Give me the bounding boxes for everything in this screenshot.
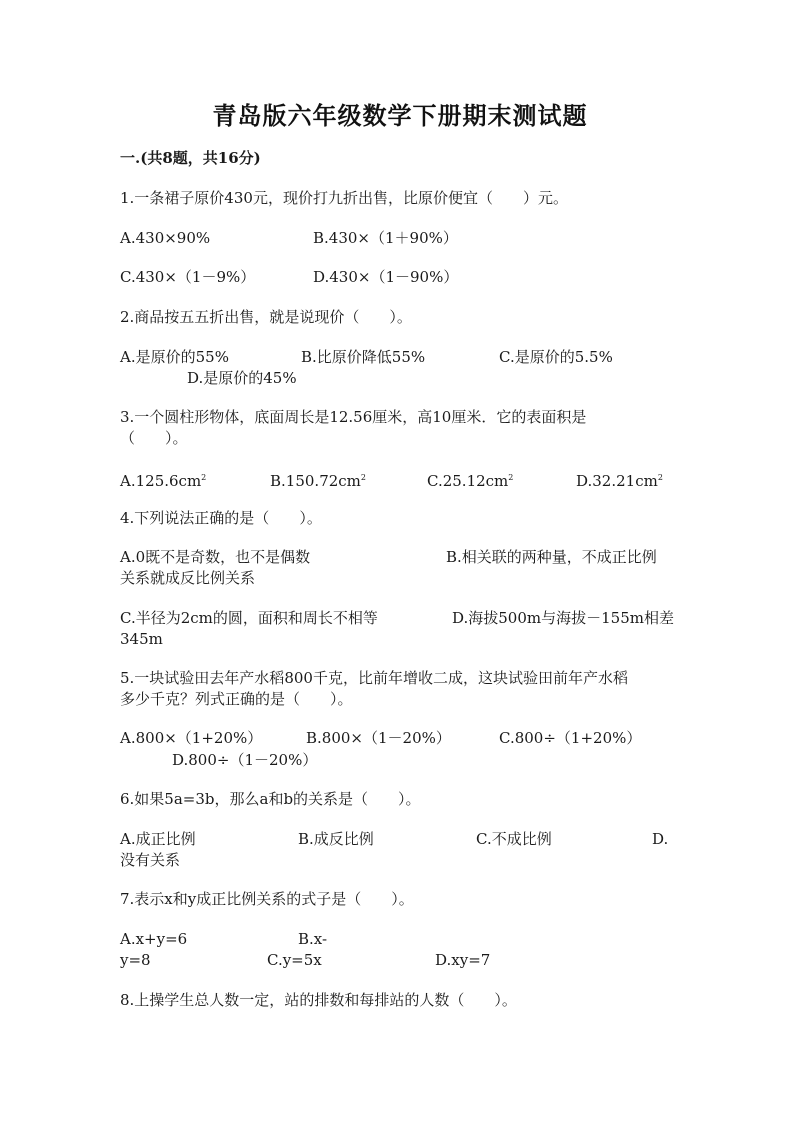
- question-6-option-c: C.不成比例: [476, 830, 552, 848]
- page-title: 青岛版六年级数学下册期末测试题: [212, 101, 588, 130]
- question-6-option-d-line-2: 没有关系: [120, 851, 181, 869]
- question-4-option-d-line-1: D.海拔500m与海拔－155m相差: [452, 609, 674, 627]
- question-2-option-d: D.是原价的45%: [187, 369, 297, 387]
- question-4-option-a: A.0既不是奇数，也不是偶数: [120, 548, 311, 566]
- question-2-stem: 2.商品按五五折出售，就是说现价（ ）。: [120, 308, 412, 326]
- question-5-option-b: B.800×（1－20%）: [306, 729, 451, 747]
- question-7-option-b-line-2: y=8: [120, 951, 151, 969]
- question-5-stem-line-1: 5.一块试验田去年产水稻800千克，比前年增收二成，这块试验田前年产水稻: [120, 669, 628, 687]
- question-3-option-a: $A.125.6cm^2$: [120, 472, 207, 490]
- question-1-option-d: D.430×（1－90%）: [313, 268, 459, 286]
- question-4-option-d-line-2: 345m: [120, 630, 163, 648]
- question-6-option-d-line-1: D.: [652, 830, 669, 848]
- question-5-option-a: A.800×（1+20%）: [120, 729, 263, 747]
- question-2-option-a: A.是原价的55%: [120, 348, 229, 366]
- question-7-option-b-line-1: B.x-: [298, 930, 328, 948]
- question-3-stem-line-2: （ ）。: [120, 429, 188, 447]
- question-2-option-c: C.是原价的5.5%: [499, 348, 613, 366]
- question-3-option-c: $C.25.12cm^2$: [427, 472, 514, 490]
- question-1-option-c: C.430×（1－9%）: [120, 268, 256, 286]
- question-4-option-c: C.半径为2cm的圆，面积和周长不相等: [120, 609, 378, 627]
- question-1-stem: 1.一条裙子原价430元，现价打九折出售，比原价便宜（ ）元。: [120, 189, 568, 207]
- question-4-option-b-line-2: 关系就成反比例关系: [120, 569, 256, 587]
- question-5-option-c: C.800÷（1+20%）: [499, 729, 642, 747]
- question-5-stem-line-2: 多少千克？列式正确的是（ ）。: [120, 690, 353, 708]
- question-7-option-a: A.x+y=6: [120, 930, 188, 948]
- section-header: 一.(共8题，共16分): [120, 149, 261, 167]
- question-3-option-d: $D.32.21cm^2$: [576, 472, 663, 490]
- question-7-option-c: C.y=5x: [267, 951, 322, 969]
- question-1-option-b: B.430×（1＋90%）: [313, 229, 458, 247]
- question-1-option-a: A.430×90%: [120, 229, 211, 247]
- question-4-option-b-line-1: B.相关联的两种量，不成正比例: [446, 548, 657, 566]
- question-3-option-b: $B.150.72cm^2$: [270, 472, 366, 490]
- question-3-stem-line-1: 3.一个圆柱形物体，底面周长是12.56厘米，高10厘米．它的表面积是: [120, 408, 587, 426]
- question-2-option-b: B.比原价降低55%: [301, 348, 426, 366]
- question-6-option-b: B.成反比例: [298, 830, 374, 848]
- question-8-stem: 8.上操学生总人数一定，站的排数和每排站的人数（ ）。: [120, 991, 517, 1009]
- question-4-stem: 4.下列说法正确的是（ ）。: [120, 509, 322, 527]
- question-6-option-a: A.成正比例: [120, 830, 196, 848]
- question-5-option-d: D.800÷（1－20%）: [172, 751, 318, 769]
- question-7-stem: 7.表示x和y成正比例关系的式子是（ ）。: [120, 890, 414, 908]
- question-7-option-d: D.xy=7: [435, 951, 491, 969]
- question-6-stem: 6.如果5a=3b，那么a和b的关系是（ ）。: [120, 790, 421, 808]
